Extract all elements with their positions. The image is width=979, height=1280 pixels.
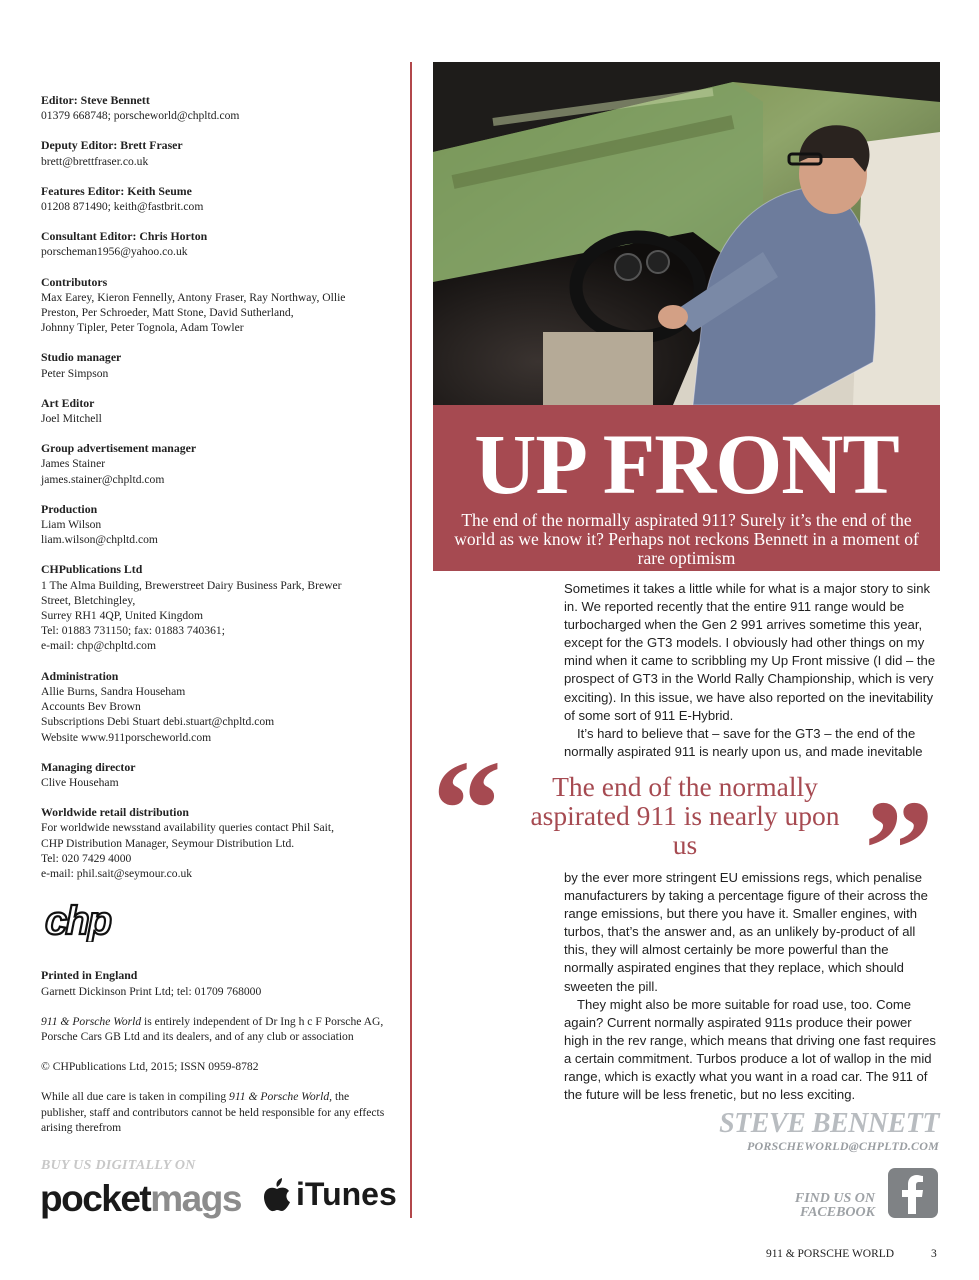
paragraph-3: by the ever more stringent EU emissions regs, which penalise manufacturers by taking a percentage figure of their across the range emissions, but there you have it. Smaller engines, with turbos, that’s the answer and, as an unlikely by-product of all this, they will almost certainly be more powerful than the normally aspirated engines that they replace, which should sweeten the pill. — [564, 870, 928, 994]
masthead-line: Preston, Per Schroeder, Matt Stone, David Sutherland, — [41, 306, 294, 320]
printed-block — [41, 968, 396, 998]
masthead-line: Max Earey, Kieron Fennelly, Antony Fraser, Ray Northway, Ollie — [41, 290, 346, 304]
masthead-line: brett@brettfraser.co.uk — [41, 154, 149, 168]
masthead-line: Surrey RH1 4QP, United Kingdom — [41, 609, 203, 623]
masthead-role: Contributors — [41, 274, 108, 289]
masthead-block — [41, 805, 396, 881]
masthead-role: Group advertisement manager — [41, 441, 197, 456]
pocketmags-a: pocket — [40, 1178, 151, 1219]
article-body-top — [564, 580, 940, 761]
paragraph-2: It’s hard to believe that – save for the GT3 – the end of the normally aspirated 911 is nearly upon us, and made inevitable — [564, 725, 923, 759]
masthead — [41, 93, 396, 1150]
masthead-line: Joel Mitchell — [41, 412, 102, 426]
masthead-role: Studio manager — [41, 350, 122, 365]
masthead-line: porscheman1956@yahoo.co.uk — [41, 245, 188, 259]
masthead-line: james.stainer@chpltd.com — [41, 472, 165, 486]
printed-heading: Printed in England — [41, 968, 138, 983]
masthead-line: Peter Simpson — [41, 366, 109, 380]
facebook-line-2: FACEBOOK — [800, 1205, 875, 1220]
masthead-block — [41, 184, 396, 214]
masthead-line: Subscriptions Debi Stuart debi.stuart@chpltd.com — [41, 715, 275, 729]
masthead-line: liam.wilson@chpltd.com — [41, 533, 158, 547]
facebook-icon[interactable] — [888, 1168, 938, 1218]
footer-magazine: 911 & PORSCHE WORLD — [766, 1248, 895, 1260]
masthead-line: For worldwide newsstand availability queries contact Phil Sait, — [41, 821, 335, 835]
apple-icon — [262, 1178, 292, 1212]
masthead-block — [41, 562, 396, 653]
masthead-line: Website www.911porscheworld.com — [41, 730, 212, 744]
masthead-block — [41, 138, 396, 168]
article-title: UP FRONT — [474, 416, 899, 512]
printed-line: Garnett Dickinson Print Ltd; tel: 01709 768000 — [41, 984, 262, 998]
page-number: 3 — [931, 1248, 937, 1260]
buy-digitally-label: BUY US DIGITALLY ON — [41, 1158, 196, 1173]
masthead-role: Managing director — [41, 759, 136, 774]
masthead-line: Accounts Bev Brown — [41, 700, 141, 714]
masthead-line: Tel: 020 7429 4000 — [41, 851, 132, 865]
pull-quote: The end of the normally aspirated 911 is nearly upon us — [530, 771, 840, 860]
magazine-name: 911 & Porsche World, — [229, 1090, 333, 1104]
masthead-block — [41, 229, 396, 259]
masthead-block — [41, 669, 396, 745]
paragraph-4: They might also be more suitable for road use, too. Come again? Current normally aspirated 911s produce their power high in the rev range, which means that driving one fast requires a certain commitment. Turbos produce a lot of wallop in the mid range, which is exactly what you want in a road car. The 911 of the future will be less frenetic, but no less exciting. — [564, 996, 936, 1103]
masthead-line: Liam Wilson — [41, 518, 102, 532]
masthead-role: CHPublications Ltd — [41, 562, 143, 577]
paragraph-1: Sometimes it takes a little while for what is a major story to sink in. We reported recently that the entire 911 range would be turbocharged when the Gen 2 991 arrives sometime this year, except for the GT3 models. I obviously had other things on my mind when it came to scribbling my Up Front missive (I did – the prospect of GT3 in the World Rally Championship, which is very exciting). In this issue, we have also reported on the inevitability of some sort of 911 E-Hybrid. — [564, 581, 936, 723]
masthead-block — [41, 502, 396, 548]
magazine-name: 911 & Porsche World — [41, 1014, 142, 1028]
masthead-line: Allie Burns, Sandra Househam — [41, 684, 186, 698]
care-pre: While all due care is taken in compiling — [41, 1090, 230, 1104]
itunes-label: iTunes — [296, 1176, 397, 1212]
masthead-line: CHP Distribution Manager, Seymour Distribution Ltd. — [41, 836, 295, 850]
pocketmags-b: mags — [150, 1178, 241, 1219]
close-quote-mark: ” — [864, 772, 934, 927]
chp-logo — [41, 902, 151, 942]
masthead-line: 01379 668748; porscheworld@chpltd.com — [41, 109, 240, 123]
masthead-role: Editor: Steve Bennett — [41, 93, 150, 107]
masthead-role: Worldwide retail distribution — [41, 805, 189, 820]
independence-statement — [41, 1014, 396, 1044]
masthead-role: Consultant Editor: Chris Horton — [41, 229, 208, 244]
facebook-line-1: FIND US ON — [794, 1191, 875, 1206]
driver-photo — [433, 62, 940, 405]
itunes-logo[interactable] — [262, 1176, 397, 1213]
independence-text: is entirely independent of Dr Ing h c F Porsche AG, Porsche Cars GB Ltd and its dealers, and of any club or association — [41, 1014, 384, 1043]
masthead-role: Production — [41, 501, 98, 516]
masthead-block — [41, 93, 396, 123]
masthead-block — [41, 396, 396, 426]
masthead-role: Administration — [41, 668, 119, 683]
masthead-role: Deputy Editor: Brett Fraser — [41, 138, 183, 153]
care-post: the publisher, staff and contributors cannot be held responsible for any effects arising therefrom — [41, 1090, 385, 1134]
facebook-label[interactable] — [775, 1192, 875, 1220]
masthead-line: e-mail: chp@chpltd.com — [41, 639, 156, 653]
article-body-bottom — [564, 869, 940, 1104]
masthead-block — [41, 275, 396, 336]
masthead-line: 1 The Alma Building, Brewerstreet Dairy Business Park, Brewer — [41, 578, 342, 592]
masthead-role: Art Editor — [41, 395, 95, 410]
masthead-line: James Stainer — [41, 457, 106, 471]
masthead-line: Clive Househam — [41, 775, 119, 789]
article-standfirst: The end of the normally aspirated 911? Surely it’s the end of the world as we know it? Perhaps not reckons Bennett in a moment of rare optimism — [454, 510, 919, 568]
masthead-line: 01208 871490; keith@fastbrit.com — [41, 200, 204, 214]
open-quote-mark: “ — [432, 732, 502, 887]
masthead-block — [41, 350, 396, 380]
masthead-line: Tel: 01883 731150; fax: 01883 740361; — [41, 624, 225, 638]
article-banner — [433, 405, 940, 571]
masthead-block — [41, 441, 396, 487]
svg-text:chp: chp — [45, 902, 111, 943]
copyright: © CHPublications Ltd, 2015; ISSN 0959-8782 — [41, 1060, 259, 1074]
column-divider — [410, 62, 412, 1218]
pocketmags-logo[interactable] — [40, 1178, 241, 1220]
author-email[interactable]: PORSCHEWORLD@CHPLTD.COM — [746, 1139, 939, 1153]
masthead-line: Johnny Tipler, Peter Tognola, Adam Towler — [41, 321, 244, 335]
care-statement — [41, 1089, 396, 1135]
author-signoff — [719, 1109, 939, 1154]
author-name: STEVE BENNETT — [719, 1108, 939, 1139]
masthead-line: Street, Bletchingley, — [41, 593, 136, 607]
masthead-role: Features Editor: Keith Seume — [41, 183, 192, 198]
masthead-line: e-mail: phil.sait@seymour.co.uk — [41, 866, 193, 880]
masthead-list — [41, 93, 396, 881]
masthead-block — [41, 760, 396, 790]
